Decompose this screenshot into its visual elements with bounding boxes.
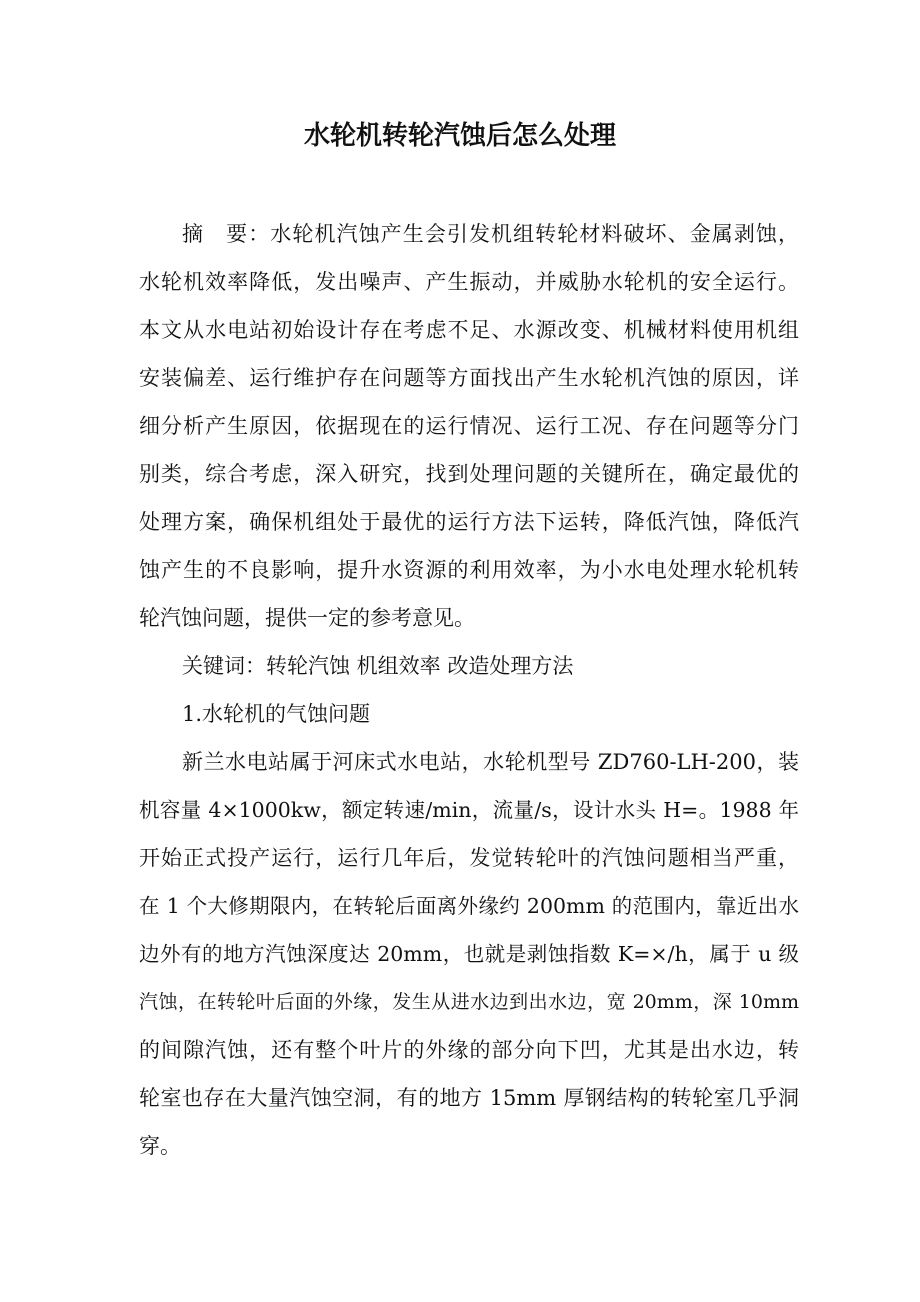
body-line: 新兰水电站属于河床式水电站，水轮机型号 ZD760-LH-200，装 — [182, 750, 799, 774]
section-heading: 1.水轮机的气蚀问题 — [182, 702, 371, 726]
body-line: 机容量 4×1000kw，额定转速/min，流量/s，设计水头 H=。1988 年 — [139, 798, 799, 822]
abstract-line: 细分析产生原因，依据现在的运行情况、运行工况、存在问题等分门 — [139, 414, 799, 438]
abstract-line: 摘 要：水轮机汽蚀产生会引发机组转轮材料破坏、金属剥蚀， — [182, 222, 799, 246]
body-line: 的间隙汽蚀，还有整个叶片的外缘的部分向下凹，尤其是出水边，转 — [139, 1038, 799, 1062]
abstract-line: 轮汽蚀问题，提供一定的参考意见。 — [139, 606, 475, 630]
body-line: 边外有的地方汽蚀深度达 20mm，也就是剥蚀指数 K=×/h，属于 u 级 — [139, 942, 799, 966]
keywords-line: 关键词：转轮汽蚀 机组效率 改造处理方法 — [182, 654, 574, 678]
abstract-line: 别类，综合考虑，深入研究，找到处理问题的关键所在，确定最优的 — [139, 462, 799, 486]
body-line: 轮室也存在大量汽蚀空洞，有的地方 15mm 厚钢结构的转轮室几乎洞 — [139, 1086, 799, 1110]
body-line: 汽蚀，在转轮叶后面的外缘，发生从进水边到出水边，宽 20mm，深 10mm — [139, 991, 799, 1013]
body-line: 在 1 个大修期限内，在转轮后面离外缘约 200mm 的范围内，靠近出水 — [139, 894, 799, 918]
document-title: 水轮机转轮汽蚀后怎么处理 — [303, 121, 616, 151]
abstract-line: 安装偏差、运行维护存在问题等方面找出产生水轮机汽蚀的原因，详 — [139, 366, 799, 390]
abstract-line: 处理方案，确保机组处于最优的运行方法下运转，降低汽蚀，降低汽 — [139, 510, 799, 534]
abstract-line: 本文从水电站初始设计存在考虑不足、水源改变、机械材料使用机组 — [139, 318, 799, 342]
body-line: 开始正式投产运行，运行几年后，发觉转轮叶的汽蚀问题相当严重， — [139, 846, 799, 870]
abstract-line: 水轮机效率降低，发出噪声、产生振动，并威胁水轮机的安全运行。 — [139, 270, 799, 294]
body-line: 穿。 — [139, 1134, 181, 1158]
abstract-line: 蚀产生的不良影响，提升水资源的利用效率，为小水电处理水轮机转 — [139, 558, 799, 582]
